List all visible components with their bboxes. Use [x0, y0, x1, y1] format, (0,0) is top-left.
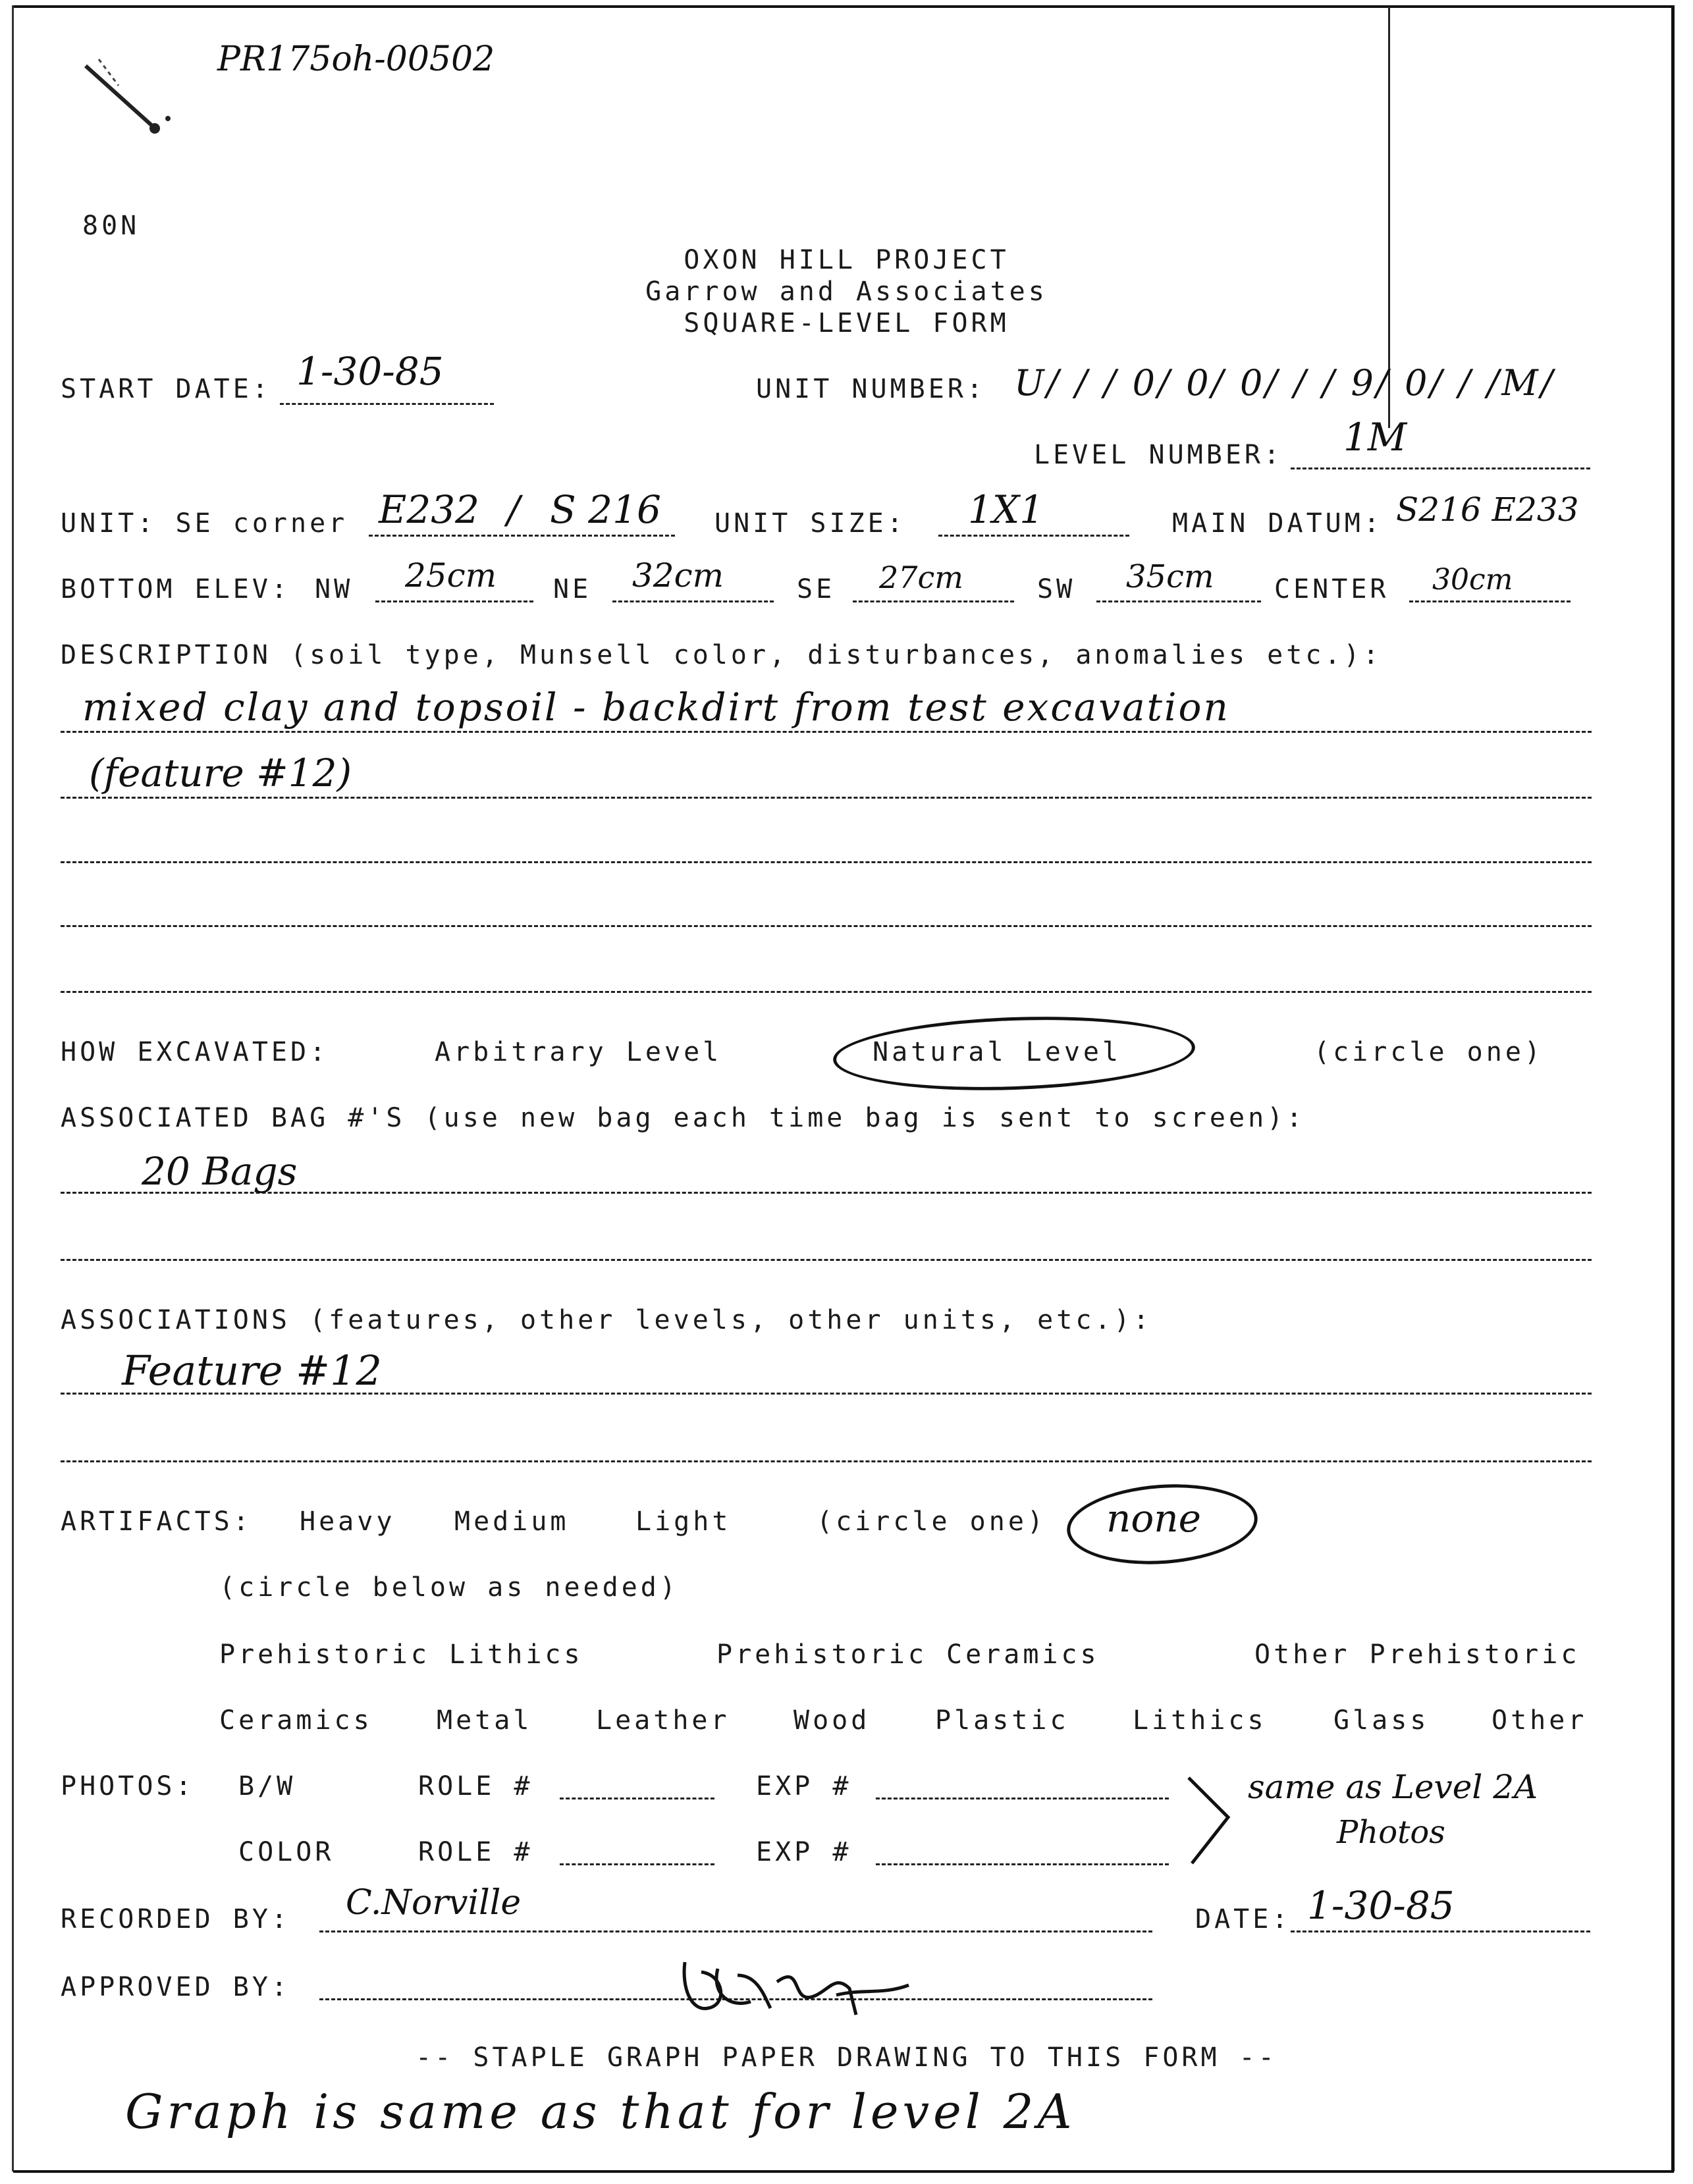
elev-se-line [853, 600, 1014, 602]
page-edge-bottom [13, 2170, 1674, 2173]
artifact-other-prehistoric[interactable]: Other Prehistoric [1254, 1639, 1580, 1670]
artifacts-heavy-option[interactable]: Heavy [300, 1506, 396, 1537]
start-date-value[interactable]: 1-30-85 [296, 349, 444, 394]
description-line-4 [61, 925, 1592, 927]
photos-bw-role-line[interactable] [560, 1798, 714, 1799]
description-text-1[interactable]: mixed clay and topsoil - backdirt from test excavation [82, 685, 1230, 730]
elev-se-value[interactable]: 27cm [879, 560, 963, 595]
unit-size-label: UNIT SIZE: [714, 508, 906, 539]
start-date-label: START DATE: [61, 374, 271, 404]
recorded-by-label: RECORDED BY: [61, 1904, 290, 1934]
artifacts-none-value[interactable]: none [1106, 1496, 1201, 1541]
unit-coord-separator: / [507, 487, 520, 532]
photos-color-role-label: ROLE # [418, 1837, 533, 1867]
elev-sw-value[interactable]: 35cm [1126, 558, 1214, 595]
bags-label: ASSOCIATED BAG #'S (use new bag each time bag is sent to screen): [61, 1103, 1306, 1133]
elev-center-value[interactable]: 30cm [1432, 563, 1513, 597]
photos-note-line1: same as Level 2A [1248, 1768, 1538, 1806]
start-date-line [280, 403, 494, 405]
unit-size-value[interactable]: 1X1 [968, 487, 1044, 532]
arbitrary-level-option[interactable]: Arbitrary Level [435, 1037, 722, 1067]
elev-center-line [1409, 600, 1571, 602]
how-excavated-instruction: (circle one) [1314, 1037, 1544, 1067]
description-line-1 [61, 731, 1592, 733]
associations-label: ASSOCIATIONS (features, other levels, other units, etc.): [61, 1305, 1152, 1335]
photos-bw-exp-line[interactable] [876, 1798, 1169, 1799]
photos-note-line2: Photos [1337, 1814, 1445, 1851]
elev-nw-label: NW [315, 574, 354, 604]
page-edge-top [13, 5, 1673, 8]
artifacts-below-instruction: (circle below as needed) [219, 1572, 679, 1603]
elev-ne-label: NE [553, 574, 592, 604]
elev-ne-line [612, 600, 774, 602]
description-line-2 [61, 797, 1592, 799]
approver-signature-icon [672, 1949, 922, 2021]
corner-scribble-icon [72, 46, 204, 145]
recorded-by-line [319, 1931, 1152, 1932]
unit-coord-b[interactable]: S 216 [550, 487, 661, 532]
main-datum-label: MAIN DATUM: [1172, 508, 1383, 539]
elev-nw-value[interactable]: 25cm [405, 556, 497, 595]
recorded-by-value[interactable]: C.Norville [346, 1883, 522, 1923]
photos-label: PHOTOS: [61, 1771, 195, 1801]
corner-mark: 80N [82, 211, 140, 241]
artifact-lithics[interactable]: Lithics [1133, 1705, 1267, 1736]
elev-sw-line [1096, 600, 1261, 602]
elev-center-label: CENTER [1274, 574, 1389, 604]
description-line-5 [61, 991, 1592, 993]
bags-value[interactable]: 20 Bags [142, 1149, 298, 1194]
how-excavated-label: HOW EXCAVATED: [61, 1037, 329, 1067]
level-number-line [1291, 467, 1590, 469]
approved-by-label: APPROVED BY: [61, 1972, 290, 2002]
main-datum-value[interactable]: S216 E233 [1396, 491, 1579, 529]
artifact-prehistoric-ceramics[interactable]: Prehistoric Ceramics [716, 1639, 1100, 1670]
artifacts-light-option[interactable]: Light [635, 1506, 732, 1537]
photos-bw-role-label: ROLE # [418, 1771, 533, 1801]
elev-sw-label: SW [1037, 574, 1076, 604]
date-value[interactable]: 1-30-85 [1307, 1883, 1455, 1928]
bags-line-2 [61, 1259, 1592, 1261]
description-label: DESCRIPTION (soil type, Munsell color, disturbances, anomalies etc.): [61, 640, 1382, 670]
artifact-metal[interactable]: Metal [437, 1705, 533, 1736]
photos-color-exp-line[interactable] [876, 1863, 1169, 1865]
date-line [1291, 1931, 1590, 1932]
unit-size-line [938, 535, 1129, 537]
elev-nw-line [375, 600, 533, 602]
company-name: Garrow and Associates [645, 277, 1048, 307]
artifact-wood[interactable]: Wood [793, 1705, 871, 1736]
level-number-label: LEVEL NUMBER: [1034, 440, 1283, 470]
artifact-glass[interactable]: Glass [1333, 1705, 1430, 1736]
date-label: DATE: [1195, 1904, 1291, 1934]
bottom-elev-label: BOTTOM ELEV: [61, 574, 290, 604]
elev-se-label: SE [797, 574, 836, 604]
natural-level-option[interactable]: Natural Level [873, 1037, 1122, 1067]
artifact-other[interactable]: Other [1491, 1705, 1588, 1736]
level-number-value[interactable]: 1M [1343, 415, 1407, 460]
photos-bw-exp-label: EXP # [756, 1771, 852, 1801]
photos-color-exp-label: EXP # [756, 1837, 852, 1867]
bracket-icon [1182, 1771, 1241, 1870]
form-title: SQUARE-LEVEL FORM [684, 308, 1009, 338]
artifact-ceramics[interactable]: Ceramics [219, 1705, 373, 1736]
footer-note: Graph is same as that for level 2A [125, 2084, 1076, 2139]
unit-coord-a[interactable]: E232 [379, 487, 480, 532]
artifacts-instruction: (circle one) [817, 1506, 1046, 1537]
project-title: OXON HILL PROJECT [684, 245, 1009, 275]
unit-coord-line [369, 535, 675, 537]
description-line-3 [61, 861, 1592, 863]
artifacts-label: ARTIFACTS: [61, 1506, 252, 1537]
associations-value[interactable]: Feature #12 [122, 1346, 383, 1395]
top-annotation: PR175oh-00502 [217, 40, 495, 79]
elev-ne-value[interactable]: 32cm [632, 556, 724, 595]
artifact-leather[interactable]: Leather [596, 1705, 730, 1736]
photos-color-label: COLOR [238, 1837, 335, 1867]
artifacts-medium-option[interactable]: Medium [454, 1506, 570, 1537]
artifact-prehistoric-lithics[interactable]: Prehistoric Lithics [219, 1639, 583, 1670]
associations-line-2 [61, 1460, 1592, 1462]
unit-number-value[interactable]: U/ / / 0/ 0/ 0/ / / 9/ 0/ / /M/ [1014, 362, 1555, 404]
artifact-plastic[interactable]: Plastic [935, 1705, 1069, 1736]
natural-level-circle [832, 1011, 1196, 1096]
unit-number-label: UNIT NUMBER: [756, 374, 986, 404]
staple-instruction: -- STAPLE GRAPH PAPER DRAWING TO THIS FORM -- [416, 2042, 1277, 2073]
description-text-2[interactable]: (feature #12) [89, 751, 352, 795]
photos-bw-label: B/W [238, 1771, 296, 1801]
photos-color-role-line[interactable] [560, 1863, 714, 1865]
unit-label: UNIT: SE corner [61, 508, 348, 539]
